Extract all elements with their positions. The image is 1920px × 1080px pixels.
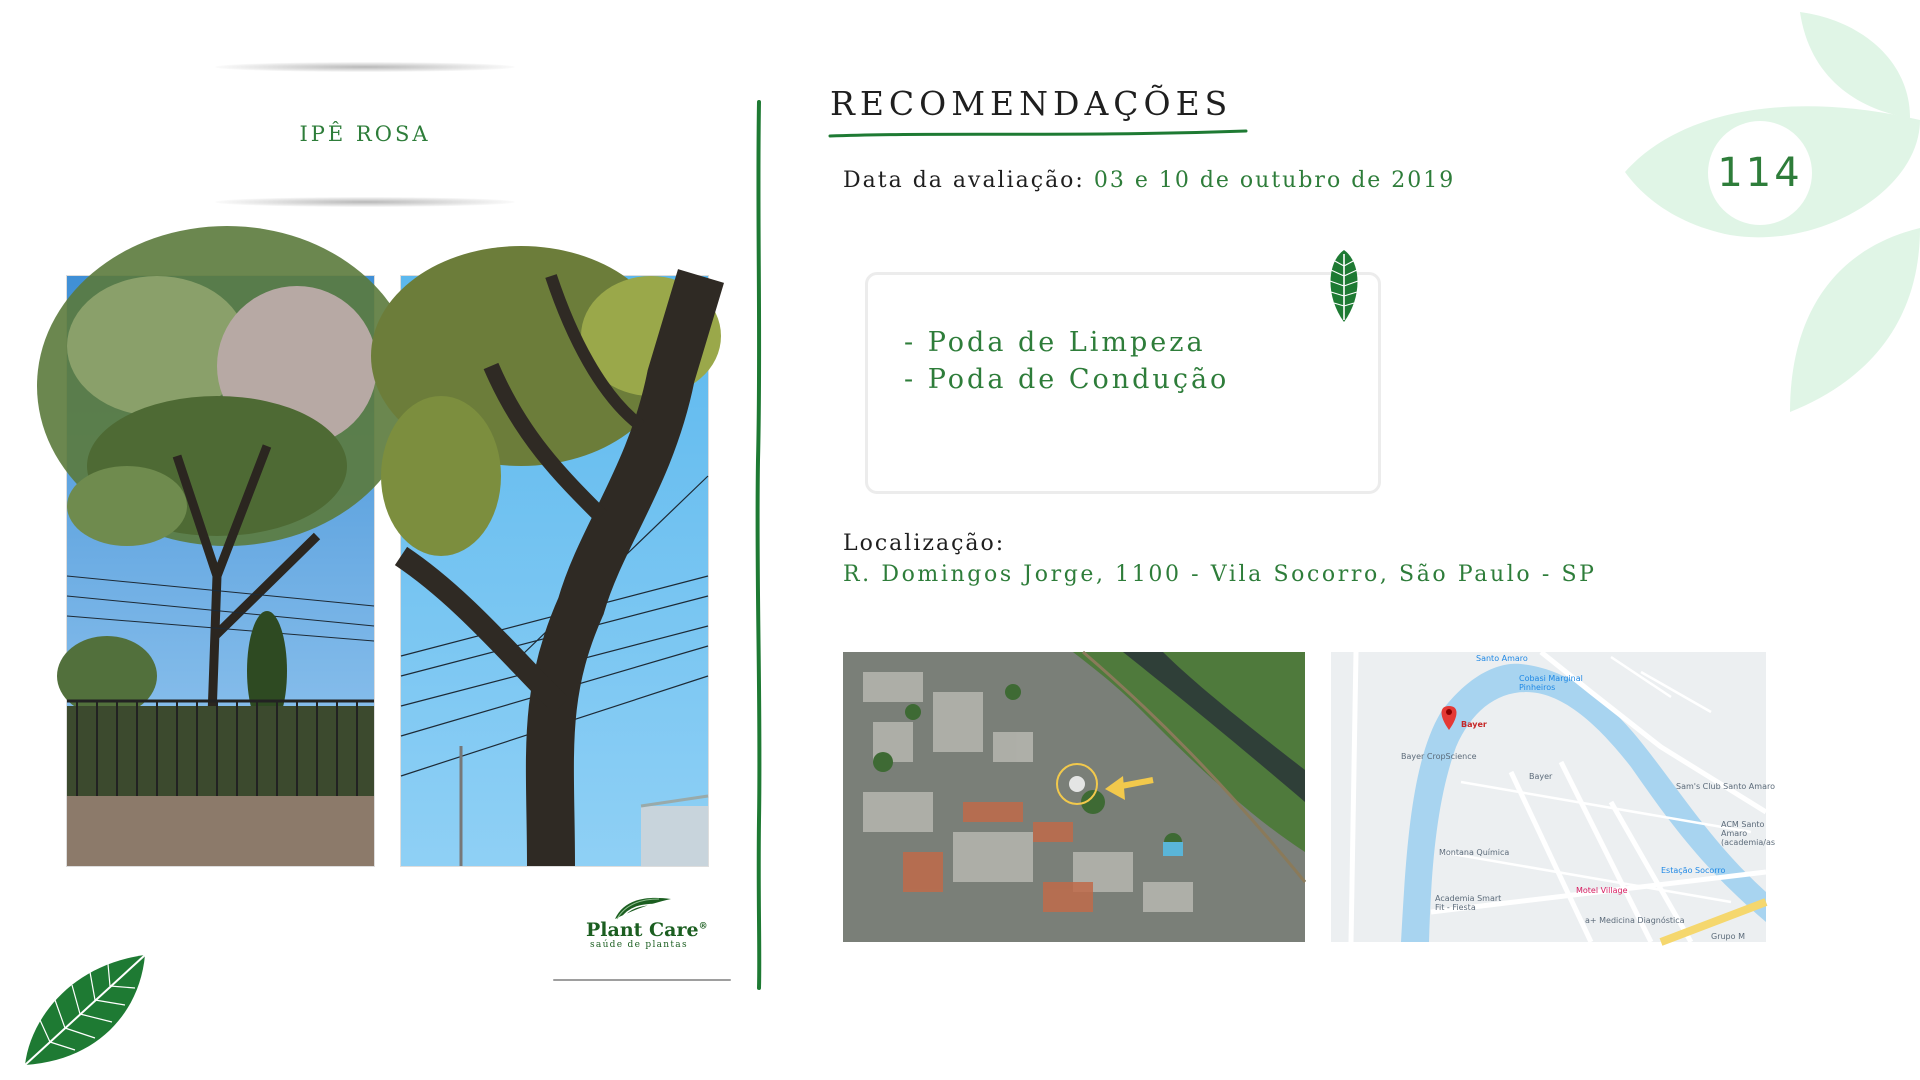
map-label: Montana Química	[1439, 848, 1510, 857]
map-label: Motel Village	[1576, 886, 1628, 895]
species-title: IPÊ ROSA	[299, 122, 431, 146]
satellite-map	[843, 652, 1305, 942]
tree-photo-2	[400, 275, 709, 867]
species-title-block	[205, 62, 525, 207]
recommendations-box	[865, 272, 1381, 494]
divider	[215, 197, 515, 207]
leaf-icon	[1325, 248, 1363, 324]
map-label: ACM Santo Amaro (academia/as	[1721, 820, 1776, 847]
map-label: Santo Amaro	[1476, 654, 1528, 663]
logo-tagline: saúde de plantas	[590, 940, 688, 950]
map-label: Sam's Club Santo Amaro	[1676, 782, 1775, 791]
map-label: Cobasi Marginal Pinheiros	[1519, 674, 1583, 692]
map-label: Estação Socorro	[1661, 866, 1726, 875]
plant-care-logo	[578, 895, 708, 955]
location-address: R. Domingos Jorge, 1100 - Vila Socorro, São Paulo - SP	[843, 562, 1597, 587]
decorative-leaves	[1620, 0, 1920, 420]
map-label: Bayer	[1461, 720, 1487, 729]
evaluation-date	[843, 168, 1455, 193]
location-label: Localização:	[843, 531, 1006, 556]
leaf-icon	[1790, 228, 1920, 412]
evaluation-date-label: Data da avaliação:	[843, 168, 1085, 193]
leaf-icon	[613, 895, 673, 921]
logo-name: Plant Care®	[586, 919, 708, 941]
map-label: a+ Medicina Diagnóstica	[1585, 916, 1685, 925]
title-underline	[828, 128, 1248, 140]
leaf-icon	[20, 950, 150, 1070]
divider	[553, 979, 731, 981]
divider	[215, 62, 515, 72]
leaf-icon	[1800, 12, 1910, 118]
street-map	[1331, 652, 1776, 942]
page-number: 114	[1717, 150, 1803, 196]
section-title: RECOMENDAÇÕES	[830, 84, 1233, 123]
map-label: Bayer CropScience	[1401, 752, 1477, 761]
recommendation-item: - Poda de Condução	[904, 364, 1230, 395]
map-label: Academia Smart Fit - Fiesta	[1435, 894, 1502, 912]
evaluation-date-value: 03 e 10 de outubro de 2019	[1093, 168, 1456, 193]
map-label: Bayer	[1529, 772, 1553, 781]
tree-photo-1	[66, 275, 375, 867]
recommendation-item: - Poda de Limpeza	[904, 327, 1206, 358]
vertical-divider	[752, 100, 766, 990]
map-label: Grupo M	[1711, 932, 1745, 941]
